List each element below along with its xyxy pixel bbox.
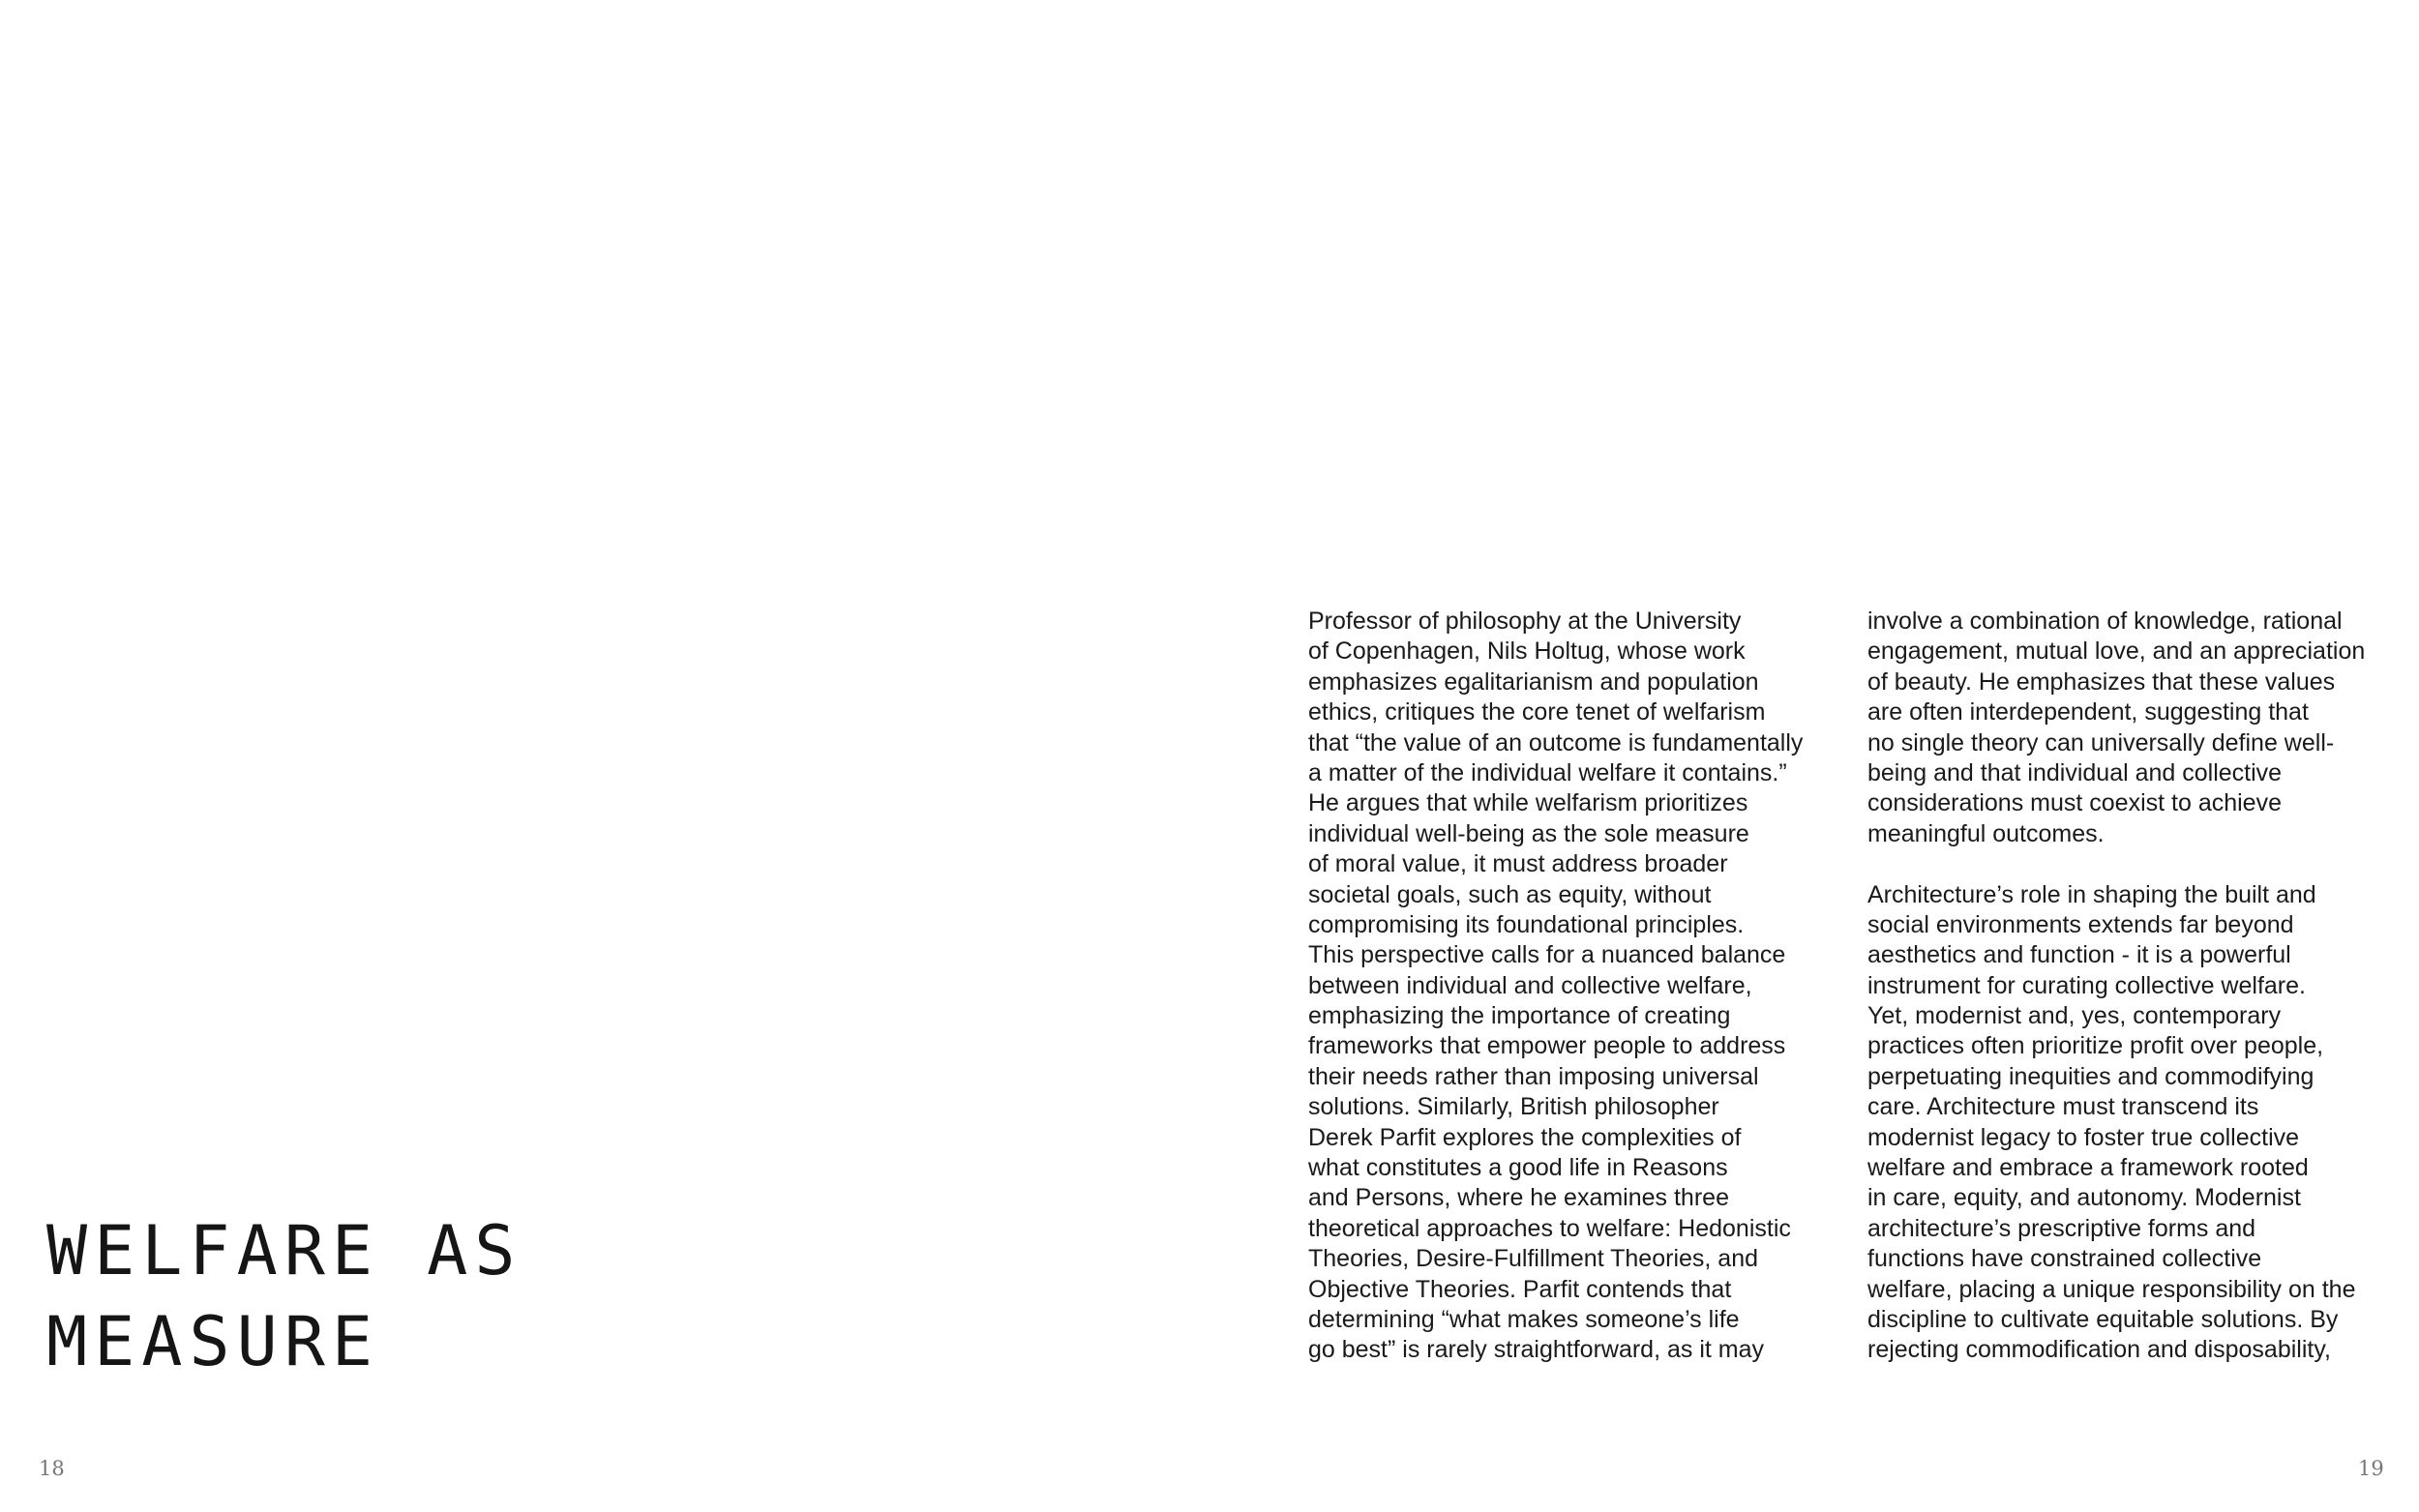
body-column-left <box>1308 607 1850 1366</box>
section-title-line-1: WELFARE AS <box>46 1211 523 1290</box>
text-line: involve a combination of knowledge, rational <box>1867 608 2343 635</box>
text-line: of beauty. He emphasizes that these values <box>1867 667 2336 696</box>
paragraph-gap <box>1867 849 2414 879</box>
text-line: practices often prioritize profit over people, <box>1867 1032 2324 1060</box>
text-line: meaningful outcomes. <box>1867 819 2105 847</box>
text-line: individual well-being as the sole measure <box>1308 819 1749 847</box>
text-line: Objective Theories. Parfit contends that <box>1308 1275 1732 1303</box>
text-line: and Persons, where he examines three <box>1308 1184 1729 1212</box>
paragraph-2 <box>1867 880 2414 1366</box>
text-line: ethics, critiques the core tenet of welfarism <box>1308 698 1766 726</box>
text-line: of moral value, it must address broader <box>1308 850 1728 878</box>
text-line: functions have constrained collective <box>1867 1245 2262 1273</box>
text-line: theoretical approaches to welfare: Hedonistic <box>1308 1214 1791 1242</box>
text-line: are often interdependent, suggesting that <box>1867 698 2309 726</box>
page-number-right: 19 <box>2358 1457 2384 1480</box>
text-line: a matter of the individual welfare it contains.” <box>1308 758 1787 786</box>
text-line: emphasizing the importance of creating <box>1308 1002 1731 1030</box>
text-line: compromising its foundational principles. <box>1308 910 1745 938</box>
text-line: of Copenhagen, Nils Holtug, whose work <box>1308 637 1746 666</box>
text-line: their needs rather than imposing universal <box>1308 1062 1759 1090</box>
text-line: modernist legacy to foster true collective <box>1867 1123 2300 1151</box>
text-line: engagement, mutual love, and an appreciation <box>1867 637 2366 666</box>
text-line: perpetuating inequities and commodifying <box>1867 1062 2314 1090</box>
section-title-line-2: MEASURE <box>46 1302 380 1381</box>
text-line: in care, equity, and autonomy. Modernist <box>1867 1184 2301 1212</box>
text-line: societal goals, such as equity, without <box>1308 880 1712 908</box>
text-line: He argues that while welfarism prioritizes <box>1308 789 1748 817</box>
section-title <box>46 1205 522 1387</box>
text-line: determining “what makes someone’s life <box>1308 1305 1740 1333</box>
text-line: welfare, placing a unique responsibility on the <box>1867 1275 2356 1303</box>
text-line: This perspective calls for a nuanced balance <box>1308 941 1786 969</box>
text-line: rejecting commodification and disposability, <box>1867 1336 2331 1364</box>
text-line: emphasizes egalitarianism and population <box>1308 667 1759 696</box>
text-line: Professor of philosophy at the University <box>1308 608 1742 635</box>
text-line: that “the value of an outcome is fundamentally <box>1308 728 1804 756</box>
text-line: Derek Parfit explores the complexities of <box>1308 1123 1742 1151</box>
page-number-left: 18 <box>39 1457 65 1480</box>
text-line: between individual and collective welfare, <box>1308 971 1752 999</box>
text-line: aesthetics and function - it is a powerful <box>1867 941 2291 969</box>
text-line: solutions. Similarly, British philosopher <box>1308 1093 1719 1121</box>
text-line: Architecture’s role in shaping the built and <box>1867 880 2316 908</box>
text-line: discipline to cultivate equitable solutions. By <box>1867 1305 2339 1333</box>
text-line: welfare and embrace a framework rooted <box>1867 1154 2309 1182</box>
text-line: considerations must coexist to achieve <box>1867 789 2282 817</box>
paragraph-1 <box>1867 607 2414 849</box>
text-line: social environments extends far beyond <box>1867 910 2294 938</box>
text-line: Theories, Desire-Fulfillment Theories, and <box>1308 1245 1759 1273</box>
text-line: care. Architecture must transcend its <box>1867 1093 2259 1121</box>
text-line: frameworks that empower people to address <box>1308 1032 1786 1060</box>
text-line: Yet, modernist and, yes, contemporary <box>1867 1002 2282 1030</box>
body-column-right <box>1867 607 2414 1366</box>
text-line: being and that individual and collective <box>1867 758 2283 786</box>
text-line: go best” is rarely straightforward, as it may <box>1308 1336 1764 1364</box>
text-line: instrument for curating collective welfare. <box>1867 971 2306 999</box>
text-line: no single theory can universally define well- <box>1867 728 2335 756</box>
text-line: architecture’s prescriptive forms and <box>1867 1214 2256 1242</box>
text-line: what constitutes a good life in Reasons <box>1308 1154 1728 1182</box>
